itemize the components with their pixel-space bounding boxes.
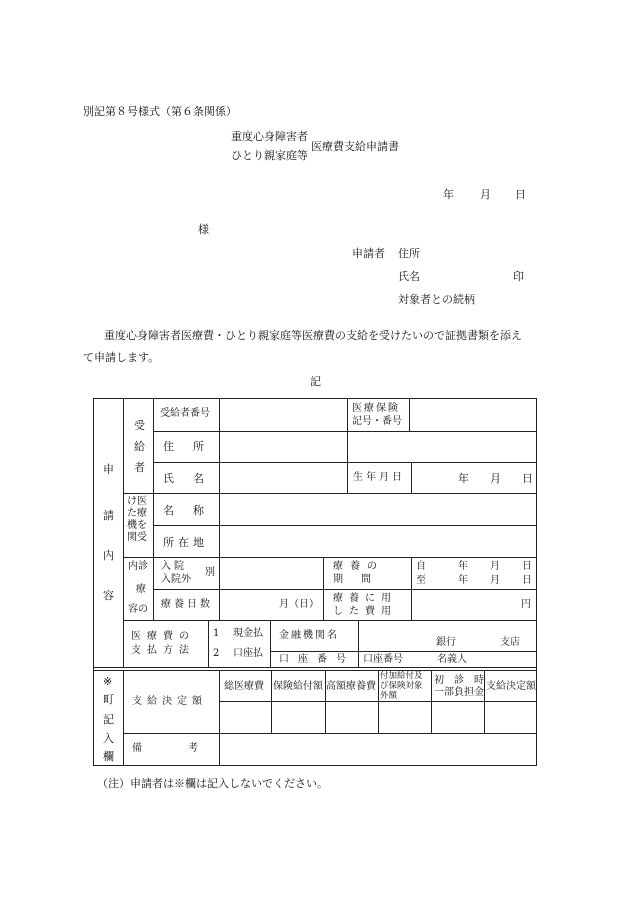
address-label: 住 所 xyxy=(163,440,208,453)
pay-option-divider xyxy=(270,620,271,668)
request-text-line1: 重度心身障害者医療費・ひとり親家庭等医療費の支給を受けたいので証拠書類を添え xyxy=(104,329,522,342)
birth-month: 月 xyxy=(490,472,501,485)
to-day: 日 xyxy=(522,575,532,586)
decision-label: 支給決定額 xyxy=(132,696,207,707)
col-decided: 支給決定額 xyxy=(486,681,536,692)
seal-mark: 印 xyxy=(513,270,524,283)
birth-year: 年 xyxy=(458,472,469,485)
to-month: 月 xyxy=(490,575,500,586)
bank-name-label: 金融機関名 xyxy=(279,630,339,641)
col-additional-2: び保険対象 xyxy=(380,681,423,691)
side-divider xyxy=(123,398,124,668)
request-text-line2: て申請します。 xyxy=(83,351,160,364)
table-border-left xyxy=(93,398,94,766)
remarks-label: 備 考 xyxy=(132,743,216,754)
treatment-label-2: 療 xyxy=(136,584,146,595)
name-label: 氏 名 xyxy=(163,472,208,485)
branch-label: 支店 xyxy=(500,637,520,648)
col-additional-3: 外額 xyxy=(380,691,398,701)
col-insurance-paid: 保険給付額 xyxy=(273,681,323,692)
addressee-sama: 様 xyxy=(198,223,209,236)
transfer-number: 2 xyxy=(213,648,220,659)
double-line-a xyxy=(93,667,536,668)
from-month: 月 xyxy=(490,561,500,572)
col-additional-1: 付加給付及 xyxy=(380,671,423,681)
side-recipient-2: 給 xyxy=(134,440,145,453)
table-border-right xyxy=(536,398,537,766)
treatment-label-3: 容の xyxy=(128,604,148,615)
applicant-name-label: 氏名 xyxy=(398,270,420,283)
row-line-bank xyxy=(270,651,536,652)
office-label-4: 入 xyxy=(103,732,114,745)
col-first-visit-2: 一部負担金 xyxy=(434,687,484,698)
from-day: 日 xyxy=(522,561,532,572)
transfer-label: 口座払 xyxy=(233,648,263,659)
birth-divider xyxy=(411,462,412,493)
table-border-top xyxy=(93,398,536,399)
applicant-address-label: 住所 xyxy=(398,247,420,260)
period-label-2: 期間 xyxy=(333,574,389,585)
pay-divider xyxy=(208,620,209,668)
relation-label: 対象者との続柄 xyxy=(398,293,475,306)
row-line-6 xyxy=(153,589,536,590)
office-label-5: 欄 xyxy=(103,750,114,763)
account-type-label: 口座番号 xyxy=(363,654,403,665)
date-day: 日 xyxy=(515,188,526,201)
side-recipient-3: 者 xyxy=(134,461,145,474)
col-total-medical: 総医療費 xyxy=(224,681,264,692)
cost-label-2: した費用 xyxy=(333,606,397,617)
row-line-4 xyxy=(153,525,536,526)
date-year: 年 xyxy=(443,188,454,201)
office-label-divider xyxy=(219,670,220,766)
side-application-4: 容 xyxy=(103,589,114,602)
cash-label: 現金払 xyxy=(233,628,263,639)
double-line-b xyxy=(93,670,536,671)
pay-method-label-2: 支払方法 xyxy=(131,645,195,656)
period-from: 自 xyxy=(416,561,426,572)
birth-day: 日 xyxy=(522,472,533,485)
office-label-2: 町 xyxy=(103,693,114,706)
institution-label-2: た療 xyxy=(127,508,147,519)
side-application-2: 請 xyxy=(103,509,114,522)
col-first-visit-1: 初 診 時 xyxy=(434,675,484,686)
holder-label: 名義人 xyxy=(437,654,467,665)
insurance-label-1: 医療保険 xyxy=(352,403,400,414)
days-label: 療養日数 xyxy=(161,599,213,610)
pay-method-label-1: 医療費の xyxy=(131,631,195,642)
office-side-divider xyxy=(123,670,124,766)
row-line-2 xyxy=(153,462,536,463)
inpatient-label: 入院 xyxy=(161,561,187,572)
cash-number: 1 xyxy=(213,628,220,639)
institution-name-label: 名 称 xyxy=(163,504,208,517)
institution-label-3: 機を xyxy=(127,520,147,531)
office-remarks-line xyxy=(123,733,536,734)
cost-label-1: 療養に用 xyxy=(333,593,397,604)
from-year: 年 xyxy=(458,561,468,572)
betsu-label: 別 xyxy=(205,567,215,578)
title-line1: 重度心身障害者 xyxy=(231,130,308,143)
applicant-label: 申請者 xyxy=(352,247,385,260)
date-month: 月 xyxy=(480,188,491,201)
insurance-divider xyxy=(409,398,410,431)
side-application-3: 内 xyxy=(103,549,114,562)
title-line2: ひとり親家庭等 xyxy=(231,149,308,162)
institution-label-4: 関受 xyxy=(127,532,147,543)
treatment-label-1: 内診 xyxy=(128,561,148,572)
office-header-line xyxy=(219,701,536,702)
row-line-5 xyxy=(123,557,536,558)
office-label-3: 記 xyxy=(103,713,114,726)
yen-label: 円 xyxy=(521,599,531,610)
ki-label: 記 xyxy=(310,375,321,388)
side-application-1: 申 xyxy=(103,463,114,476)
form-number: 別記第８号様式（第６条関係） xyxy=(83,105,237,118)
table-border-bottom xyxy=(93,765,536,766)
insurance-label-2: 記号・番号 xyxy=(352,416,402,427)
row-line-1 xyxy=(153,431,536,432)
outpatient-label: 入院外 xyxy=(161,574,191,585)
bank-divider xyxy=(358,620,359,668)
birthdate-label: 生年月日 xyxy=(353,472,405,483)
bank-label: 銀行 xyxy=(436,637,456,648)
period-label-1: 療養の xyxy=(333,561,384,572)
mid-divider-a xyxy=(347,398,348,493)
month-days-label: 月（日） xyxy=(279,599,319,610)
office-mark: ※ xyxy=(103,675,113,688)
note-text: （注）申請者は※欄は記入しないでください。 xyxy=(97,777,328,790)
account-number-label: 口座番号 xyxy=(279,654,355,665)
col-high-cost: 高額療養費 xyxy=(326,681,376,692)
period-to: 至 xyxy=(416,575,426,586)
title-suffix: 医療費支給申請書 xyxy=(311,140,399,153)
row-line-3 xyxy=(123,493,536,494)
side-recipient-1: 受 xyxy=(134,419,145,432)
recipient-number-label: 受給者番号 xyxy=(160,408,210,419)
to-year: 年 xyxy=(458,575,468,586)
row-line-7 xyxy=(123,620,536,621)
institution-label-1: け医 xyxy=(127,496,147,507)
institution-location-label: 所在地 xyxy=(163,536,208,549)
